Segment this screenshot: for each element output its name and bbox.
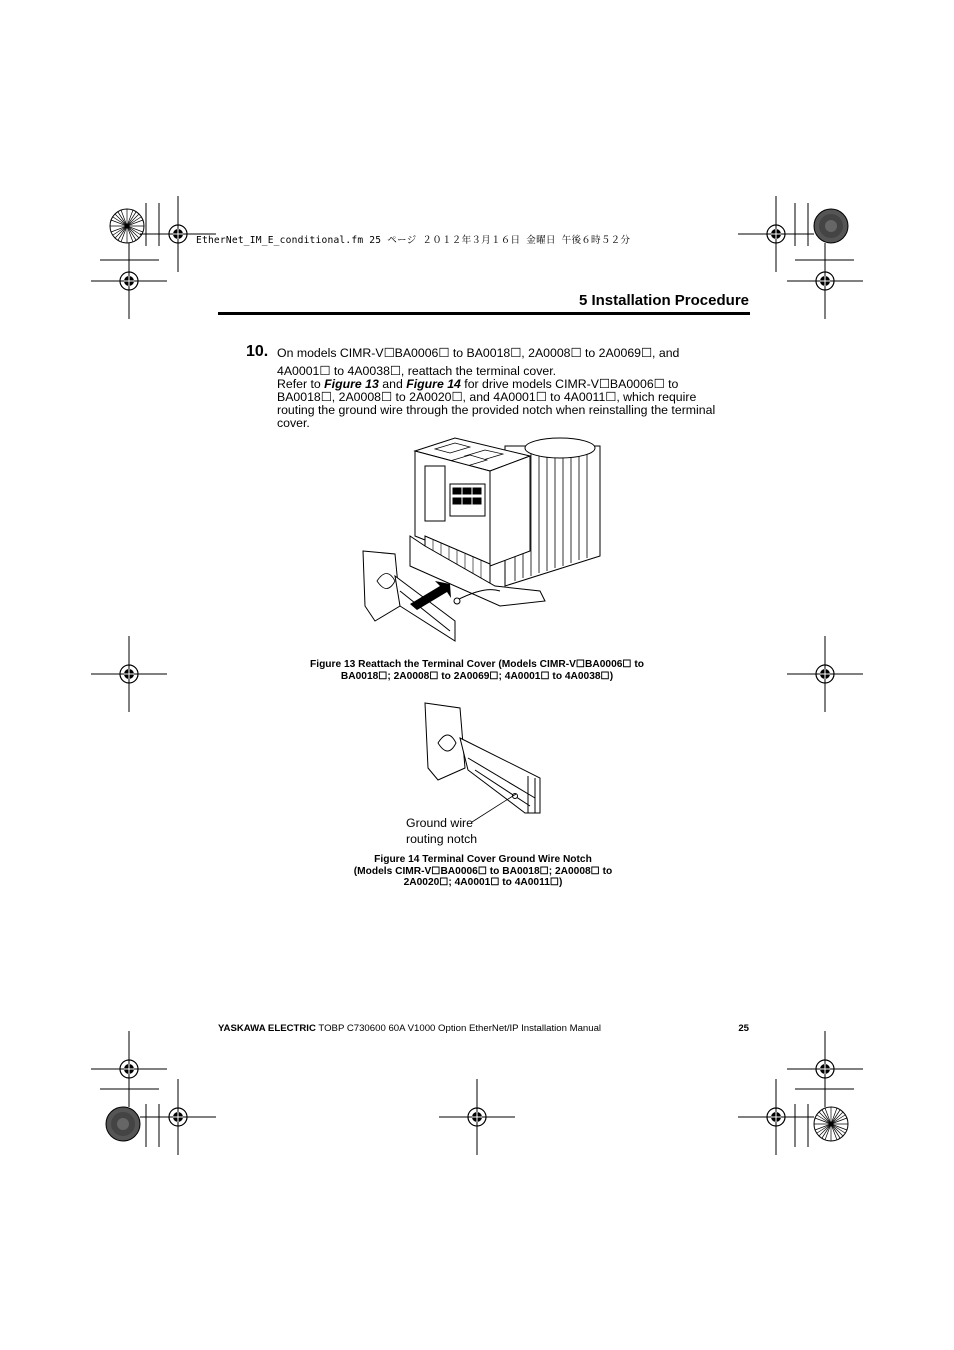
figure-14-ref[interactable]: Figure 14 bbox=[406, 377, 461, 391]
ground-wire-notch-label: Ground wire routing notch bbox=[406, 816, 478, 846]
page-number: 25 bbox=[738, 1023, 749, 1034]
section-title: 5 Installation Procedure bbox=[578, 292, 749, 309]
step-text-line: Refer to Figure 13 and Figure 14 for drive models CIMR-V☐BA0006☐ to bbox=[277, 377, 679, 391]
leader-line bbox=[470, 790, 520, 825]
step-text-line: 4A0001☐ to 4A0038☐, reattach the terminal cover. bbox=[277, 364, 557, 378]
header-rule bbox=[218, 312, 750, 315]
step-text-line: routing the ground wire through the provided notch when reinstalling the terminal bbox=[277, 403, 716, 417]
step-text-line: On models CIMR-V☐BA0006☐ to BA0018☐, 2A0008☐ to 2A0069☐, and bbox=[277, 346, 680, 360]
print-slug-line: EtherNet_IM_E_conditional.fm 25 ページ ２０１２年３月１６日 金曜日 午後６時５２分 bbox=[196, 235, 631, 246]
figure-13-illustration bbox=[355, 436, 605, 648]
step-text-line: cover. bbox=[277, 416, 310, 430]
step-text-line: BA0018☐, 2A0008☐ to 2A0020☐, and 4A0001☐ to 4A0011☐, which require bbox=[277, 390, 697, 404]
figure-13-caption: Figure 13 Reattach the Terminal Cover (Models CIMR-V☐BA0006☐ to BA0018☐; 2A0008☐ to 2A0069☐; 4A0001☐ to 4A0038☐) bbox=[310, 659, 644, 682]
figure-14-caption: Figure 14 Terminal Cover Ground Wire Notch (Models CIMR-V☐BA0006☐ to BA0018☐; 2A0008☐ to 2A0020☐; 4A0001☐ to 4A0011☐) bbox=[353, 854, 613, 888]
step-number: 10. bbox=[246, 343, 269, 360]
figure-13-ref[interactable]: Figure 13 bbox=[324, 377, 379, 391]
footer-doc-title: YASKAWA ELECTRIC TOBP C730600 60A V1000 Option EtherNet/IP Installation Manual bbox=[218, 1023, 602, 1034]
